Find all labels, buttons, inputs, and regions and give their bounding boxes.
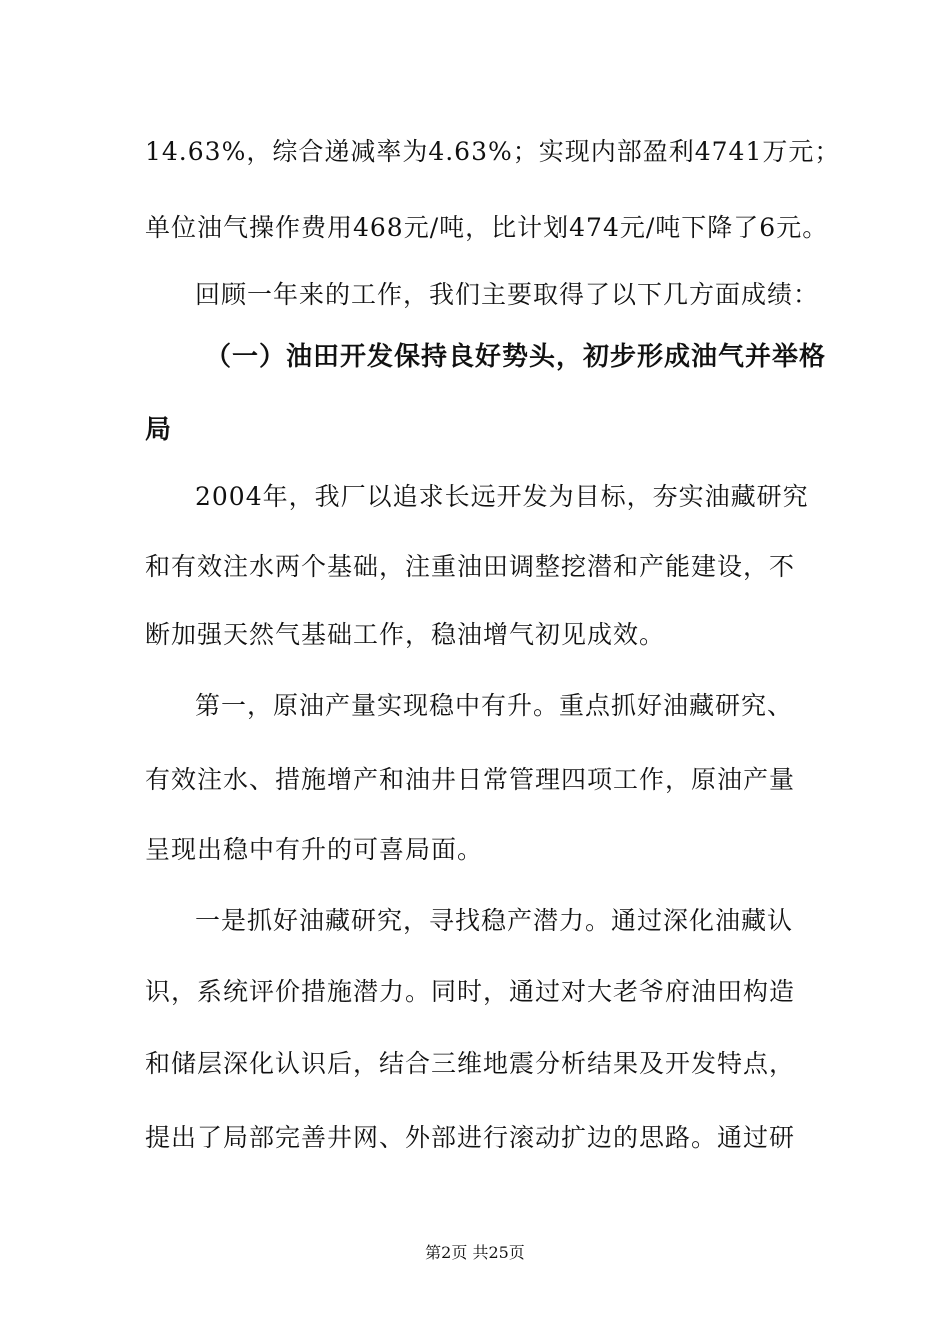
text-line: 一是抓好油藏研究，寻找稳产潜力。通过深化油藏认 [195, 906, 794, 935]
section-heading-continuation: 局 [145, 415, 173, 445]
text-line: 识，系统评价措施潜力。同时，通过对大老爷府油田构造 [145, 977, 796, 1006]
section-heading: （一）油田开发保持良好势头，初步形成油气并举格 [205, 342, 827, 372]
text-line: 第一，原油产量实现稳中有升。重点抓好油藏研究、 [195, 691, 794, 720]
text-line: 14.63%，综合递减率为4.63%；实现内部盈利4741万元； [145, 137, 841, 166]
text-line: 和有效注水两个基础，注重油田调整挖潜和产能建设，不 [145, 552, 796, 581]
text-line: 单位油气操作费用468元/吨，比计划474元/吨下降了6元。 [145, 213, 829, 242]
text-line: 呈现出稳中有升的可喜局面。 [145, 835, 484, 864]
page-number-footer: 第2页 共25页 [425, 1243, 525, 1262]
text-line: 提出了局部完善井网、外部进行滚动扩边的思路。通过研 [145, 1123, 796, 1152]
text-line: 和储层深化认识后，结合三维地震分析结果及开发特点， [145, 1049, 796, 1078]
text-line: 有效注水、措施增产和油井日常管理四项工作，原油产量 [145, 765, 796, 794]
text-line: 回顾一年来的工作，我们主要取得了以下几方面成绩： [195, 280, 820, 309]
text-line: 断加强天然气基础工作，稳油增气初见成效。 [145, 620, 666, 649]
text-line: 2004年，我厂以追求长远开发为目标，夯实油藏研究 [195, 482, 809, 511]
